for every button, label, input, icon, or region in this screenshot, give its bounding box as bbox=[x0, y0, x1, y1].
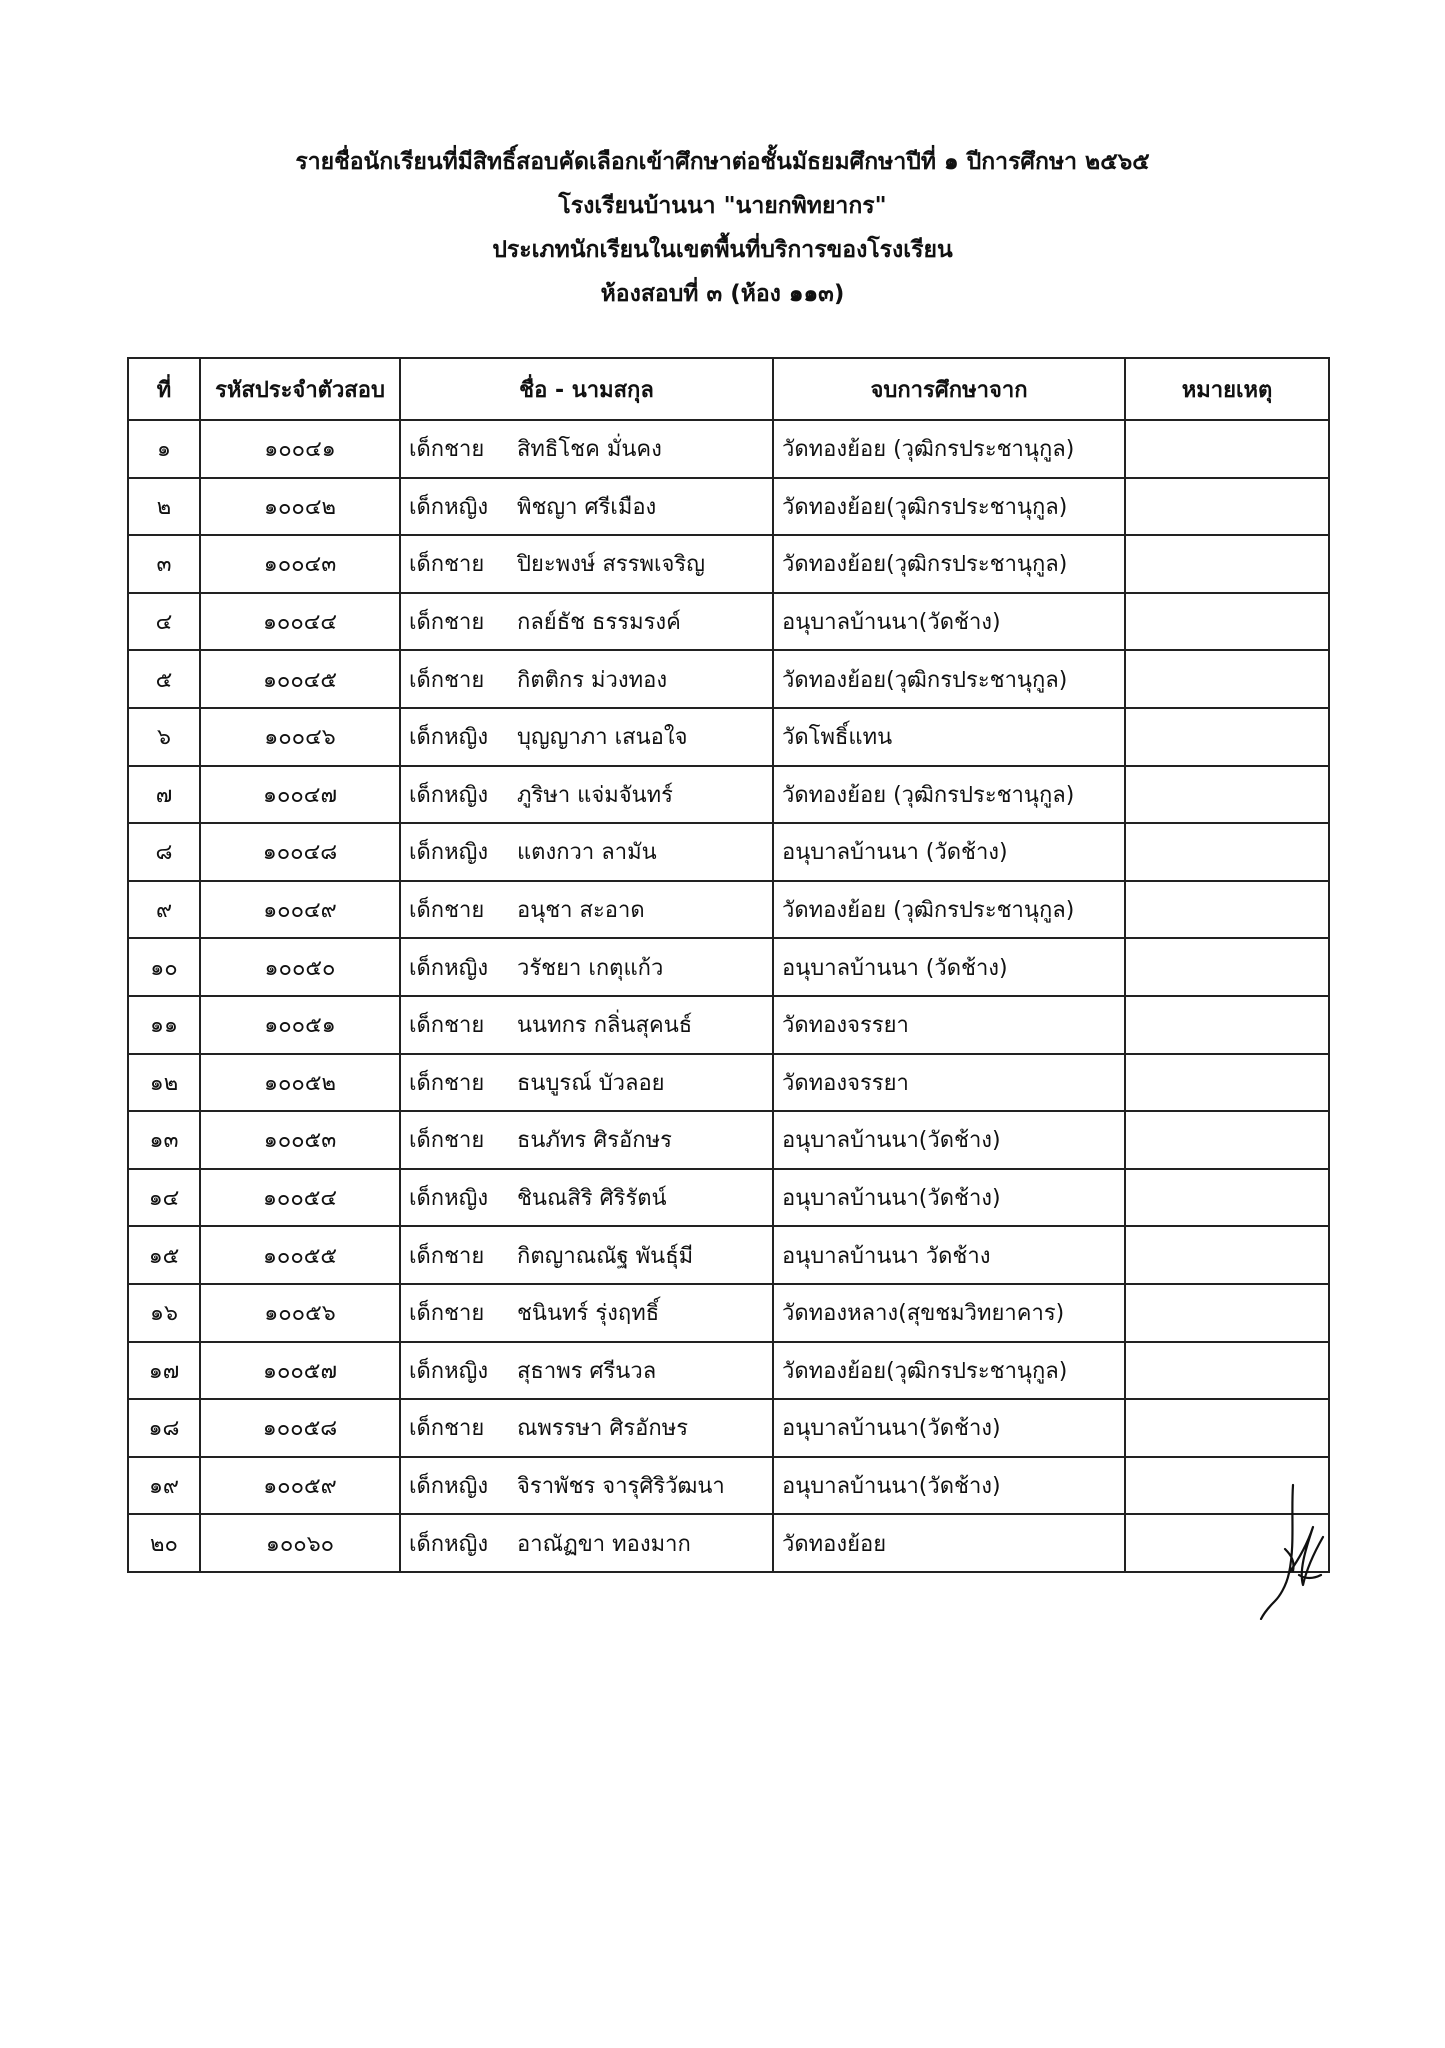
row-number: ๑๗ bbox=[128, 1342, 200, 1400]
student-name: จิราพัชร จารุศิริวัฒนา bbox=[517, 1473, 725, 1499]
name-prefix: เด็กชาย bbox=[409, 667, 485, 693]
name-prefix: เด็กหญิง bbox=[409, 1358, 489, 1384]
table-body bbox=[128, 420, 1329, 1572]
student-name-cell bbox=[400, 823, 773, 881]
previous-school: อนุบาลบ้านนา(วัดช้าง) bbox=[773, 1111, 1125, 1169]
previous-school: วัดทองหลาง(สุขชมวิทยาคาร) bbox=[773, 1284, 1125, 1342]
row-number: ๙ bbox=[128, 881, 200, 939]
row-number: ๑๒ bbox=[128, 1054, 200, 1112]
exam-room: ห้องสอบที่ ๓ (ห้อง ๑๑๓) bbox=[600, 281, 845, 307]
row-number: ๘ bbox=[128, 823, 200, 881]
table-row bbox=[128, 996, 1329, 1054]
exam-code: ๑๐๐๕๒ bbox=[200, 1054, 400, 1112]
name-prefix: เด็กหญิง bbox=[409, 955, 489, 981]
student-name: ชินณสิริ ศิริรัตน์ bbox=[517, 1186, 667, 1212]
row-number: ๕ bbox=[128, 650, 200, 708]
document-header bbox=[0, 140, 1445, 316]
row-number: ๑๓ bbox=[128, 1111, 200, 1169]
table-row bbox=[128, 766, 1329, 824]
exam-code: ๑๐๐๕๙ bbox=[200, 1457, 400, 1515]
previous-school: อนุบาลบ้านนา (วัดช้าง) bbox=[773, 823, 1125, 881]
previous-school: วัดโพธิ์แทน bbox=[773, 708, 1125, 766]
exam-code: ๑๐๐๕๓ bbox=[200, 1111, 400, 1169]
table-row bbox=[128, 1342, 1329, 1400]
name-prefix: เด็กชาย bbox=[409, 552, 485, 578]
table-row bbox=[128, 535, 1329, 593]
previous-school: วัดทองจรรยา bbox=[773, 996, 1125, 1054]
exam-code: ๑๐๐๔๗ bbox=[200, 766, 400, 824]
table-row bbox=[128, 420, 1329, 478]
name-prefix: เด็กหญิง bbox=[409, 782, 489, 808]
table-row bbox=[128, 478, 1329, 536]
exam-code: ๑๐๐๕๐ bbox=[200, 938, 400, 996]
column-header-remarks: หมายเหตุ bbox=[1125, 358, 1329, 420]
table-row bbox=[128, 593, 1329, 651]
student-name-cell bbox=[400, 593, 773, 651]
previous-school: วัดทองย้อย(วุฒิกรประชานุกูล) bbox=[773, 650, 1125, 708]
student-name-cell bbox=[400, 478, 773, 536]
table-row bbox=[128, 938, 1329, 996]
row-number: ๖ bbox=[128, 708, 200, 766]
previous-school: อนุบาลบ้านนา(วัดช้าง) bbox=[773, 1169, 1125, 1227]
exam-code: ๑๐๐๔๕ bbox=[200, 650, 400, 708]
exam-code: ๑๐๐๔๓ bbox=[200, 535, 400, 593]
table-row bbox=[128, 1169, 1329, 1227]
student-name: แตงกวา ลามัน bbox=[517, 840, 657, 866]
student-name-cell bbox=[400, 535, 773, 593]
exam-code: ๑๐๐๕๗ bbox=[200, 1342, 400, 1400]
student-name: ธนบูรณ์ บัวลอย bbox=[517, 1070, 665, 1096]
student-name-cell bbox=[400, 766, 773, 824]
exam-code: ๑๐๐๕๔ bbox=[200, 1169, 400, 1227]
remarks bbox=[1125, 766, 1329, 824]
table-row bbox=[128, 1054, 1329, 1112]
remarks bbox=[1125, 996, 1329, 1054]
table-row bbox=[128, 650, 1329, 708]
student-name-cell bbox=[400, 650, 773, 708]
remarks bbox=[1125, 1342, 1329, 1400]
student-name-cell bbox=[400, 1284, 773, 1342]
remarks bbox=[1125, 1226, 1329, 1284]
table-header-row bbox=[128, 358, 1329, 420]
row-number: ๑๑ bbox=[128, 996, 200, 1054]
table-row bbox=[128, 1111, 1329, 1169]
student-name-cell bbox=[400, 996, 773, 1054]
document-title: รายชื่อนักเรียนที่มีสิทธิ์สอบคัดเลือกเข้าศึกษาต่อชั้นมัธยมศึกษาปีที่ ๑ ปีการศึกษา ๒๕๖๕ bbox=[295, 149, 1150, 175]
student-name-cell bbox=[400, 1054, 773, 1112]
remarks bbox=[1125, 650, 1329, 708]
remarks bbox=[1125, 1399, 1329, 1457]
previous-school: วัดทองย้อย(วุฒิกรประชานุกูล) bbox=[773, 478, 1125, 536]
student-name-cell bbox=[400, 708, 773, 766]
name-prefix: เด็กชาย bbox=[409, 1070, 485, 1096]
column-header-number: ที่ bbox=[128, 358, 200, 420]
table-row bbox=[128, 1284, 1329, 1342]
name-prefix: เด็กหญิง bbox=[409, 1186, 489, 1212]
previous-school: อนุบาลบ้านนา (วัดช้าง) bbox=[773, 938, 1125, 996]
student-name-cell bbox=[400, 938, 773, 996]
student-roster-table bbox=[127, 357, 1330, 1573]
student-name: ปิยะพงษ์ สรรพเจริญ bbox=[517, 552, 705, 578]
student-name-cell bbox=[400, 420, 773, 478]
table-row bbox=[128, 1457, 1329, 1515]
exam-code: ๑๐๐๕๕ bbox=[200, 1226, 400, 1284]
exam-code: ๑๐๐๔๒ bbox=[200, 478, 400, 536]
exam-code: ๑๐๐๕๑ bbox=[200, 996, 400, 1054]
student-name: บุญญาภา เสนอใจ bbox=[517, 725, 688, 751]
student-name: กิตติกร ม่วงทอง bbox=[517, 667, 668, 693]
student-name-cell bbox=[400, 1169, 773, 1227]
remarks bbox=[1125, 593, 1329, 651]
row-number: ๒๐ bbox=[128, 1514, 200, 1572]
name-prefix: เด็กชาย bbox=[409, 1416, 485, 1442]
student-name: อาณัฏขา ทองมาก bbox=[517, 1531, 691, 1557]
row-number: ๓ bbox=[128, 535, 200, 593]
remarks bbox=[1125, 823, 1329, 881]
exam-code: ๑๐๐๔๑ bbox=[200, 420, 400, 478]
student-name-cell bbox=[400, 1111, 773, 1169]
student-name: พิชญา ศรีเมือง bbox=[517, 494, 657, 520]
row-number: ๑๙ bbox=[128, 1457, 200, 1515]
student-name: อนุชา สะอาด bbox=[517, 898, 645, 924]
name-prefix: เด็กชาย bbox=[409, 1128, 485, 1154]
student-name-cell bbox=[400, 1514, 773, 1572]
exam-code: ๑๐๐๔๙ bbox=[200, 881, 400, 939]
remarks bbox=[1125, 1169, 1329, 1227]
previous-school: วัดทองย้อย (วุฒิกรประชานุกูล) bbox=[773, 420, 1125, 478]
row-number: ๑๘ bbox=[128, 1399, 200, 1457]
column-header-full-name: ชื่อ - นามสกุล bbox=[400, 358, 773, 420]
student-name: กลย์ธัช ธรรมรงค์ bbox=[517, 610, 681, 636]
signature-mark bbox=[1255, 1475, 1340, 1620]
remarks bbox=[1125, 1054, 1329, 1112]
remarks bbox=[1125, 881, 1329, 939]
previous-school: วัดทองย้อย(วุฒิกรประชานุกูล) bbox=[773, 1342, 1125, 1400]
exam-code: ๑๐๐๕๘ bbox=[200, 1399, 400, 1457]
student-category: ประเภทนักเรียนในเขตพื้นที่บริการของโรงเรียน bbox=[492, 237, 953, 263]
remarks bbox=[1125, 1284, 1329, 1342]
student-name: วรัชยา เกตุแก้ว bbox=[517, 955, 664, 981]
name-prefix: เด็กชาย bbox=[409, 1013, 485, 1039]
student-name: สิทธิโชค มั่นคง bbox=[517, 437, 662, 463]
student-name-cell bbox=[400, 1342, 773, 1400]
row-number: ๗ bbox=[128, 766, 200, 824]
remarks bbox=[1125, 938, 1329, 996]
row-number: ๑๐ bbox=[128, 938, 200, 996]
student-name: กิตญาณณัฐ พันธุ์มี bbox=[517, 1243, 694, 1269]
name-prefix: เด็กชาย bbox=[409, 1243, 485, 1269]
previous-school: อนุบาลบ้านนา วัดช้าง bbox=[773, 1226, 1125, 1284]
previous-school: วัดทองย้อย (วุฒิกรประชานุกูล) bbox=[773, 766, 1125, 824]
previous-school: วัดทองย้อย(วุฒิกรประชานุกูล) bbox=[773, 535, 1125, 593]
student-name: ภูริษา แจ่มจันทร์ bbox=[517, 782, 673, 808]
row-number: ๔ bbox=[128, 593, 200, 651]
exam-code: ๑๐๐๔๔ bbox=[200, 593, 400, 651]
student-name-cell bbox=[400, 1226, 773, 1284]
student-name-cell bbox=[400, 881, 773, 939]
student-name: สุธาพร ศรีนวล bbox=[517, 1358, 657, 1384]
name-prefix: เด็กชาย bbox=[409, 1301, 485, 1327]
name-prefix: เด็กหญิง bbox=[409, 840, 489, 866]
previous-school: อนุบาลบ้านนา(วัดช้าง) bbox=[773, 1399, 1125, 1457]
student-name: ชนินทร์ รุ่งฤทธิ์ bbox=[517, 1301, 660, 1327]
remarks bbox=[1125, 478, 1329, 536]
name-prefix: เด็กหญิง bbox=[409, 725, 489, 751]
previous-school: วัดทองย้อย bbox=[773, 1514, 1125, 1572]
student-name-cell bbox=[400, 1399, 773, 1457]
column-header-previous-school: จบการศึกษาจาก bbox=[773, 358, 1125, 420]
exam-code: ๑๐๐๖๐ bbox=[200, 1514, 400, 1572]
table-row bbox=[128, 708, 1329, 766]
name-prefix: เด็กชาย bbox=[409, 437, 485, 463]
table-row bbox=[128, 1399, 1329, 1457]
row-number: ๑๖ bbox=[128, 1284, 200, 1342]
row-number: ๒ bbox=[128, 478, 200, 536]
previous-school: อนุบาลบ้านนา(วัดช้าง) bbox=[773, 1457, 1125, 1515]
exam-code: ๑๐๐๕๖ bbox=[200, 1284, 400, 1342]
student-name: ณพรรษา ศิรอักษร bbox=[517, 1416, 689, 1442]
school-name: โรงเรียนบ้านนา "นายกพิทยากร" bbox=[558, 193, 887, 219]
name-prefix: เด็กชาย bbox=[409, 898, 485, 924]
name-prefix: เด็กชาย bbox=[409, 610, 485, 636]
student-name: ธนภัทร ศิรอักษร bbox=[517, 1128, 672, 1154]
student-name: นนทกร กลิ่นสุคนธ์ bbox=[517, 1013, 693, 1039]
remarks bbox=[1125, 708, 1329, 766]
row-number: ๑๕ bbox=[128, 1226, 200, 1284]
name-prefix: เด็กหญิง bbox=[409, 1531, 489, 1557]
name-prefix: เด็กหญิง bbox=[409, 1473, 489, 1499]
table-row bbox=[128, 881, 1329, 939]
previous-school: วัดทองย้อย (วุฒิกรประชานุกูล) bbox=[773, 881, 1125, 939]
table-row bbox=[128, 1514, 1329, 1572]
name-prefix: เด็กหญิง bbox=[409, 494, 489, 520]
remarks bbox=[1125, 535, 1329, 593]
remarks bbox=[1125, 420, 1329, 478]
exam-code: ๑๐๐๔๘ bbox=[200, 823, 400, 881]
row-number: ๑ bbox=[128, 420, 200, 478]
previous-school: วัดทองจรรยา bbox=[773, 1054, 1125, 1112]
student-name-cell bbox=[400, 1457, 773, 1515]
exam-code: ๑๐๐๔๖ bbox=[200, 708, 400, 766]
previous-school: อนุบาลบ้านนา(วัดช้าง) bbox=[773, 593, 1125, 651]
table-row bbox=[128, 823, 1329, 881]
table-row bbox=[128, 1226, 1329, 1284]
row-number: ๑๔ bbox=[128, 1169, 200, 1227]
column-header-exam-code: รหัสประจำตัวสอบ bbox=[200, 358, 400, 420]
remarks bbox=[1125, 1111, 1329, 1169]
